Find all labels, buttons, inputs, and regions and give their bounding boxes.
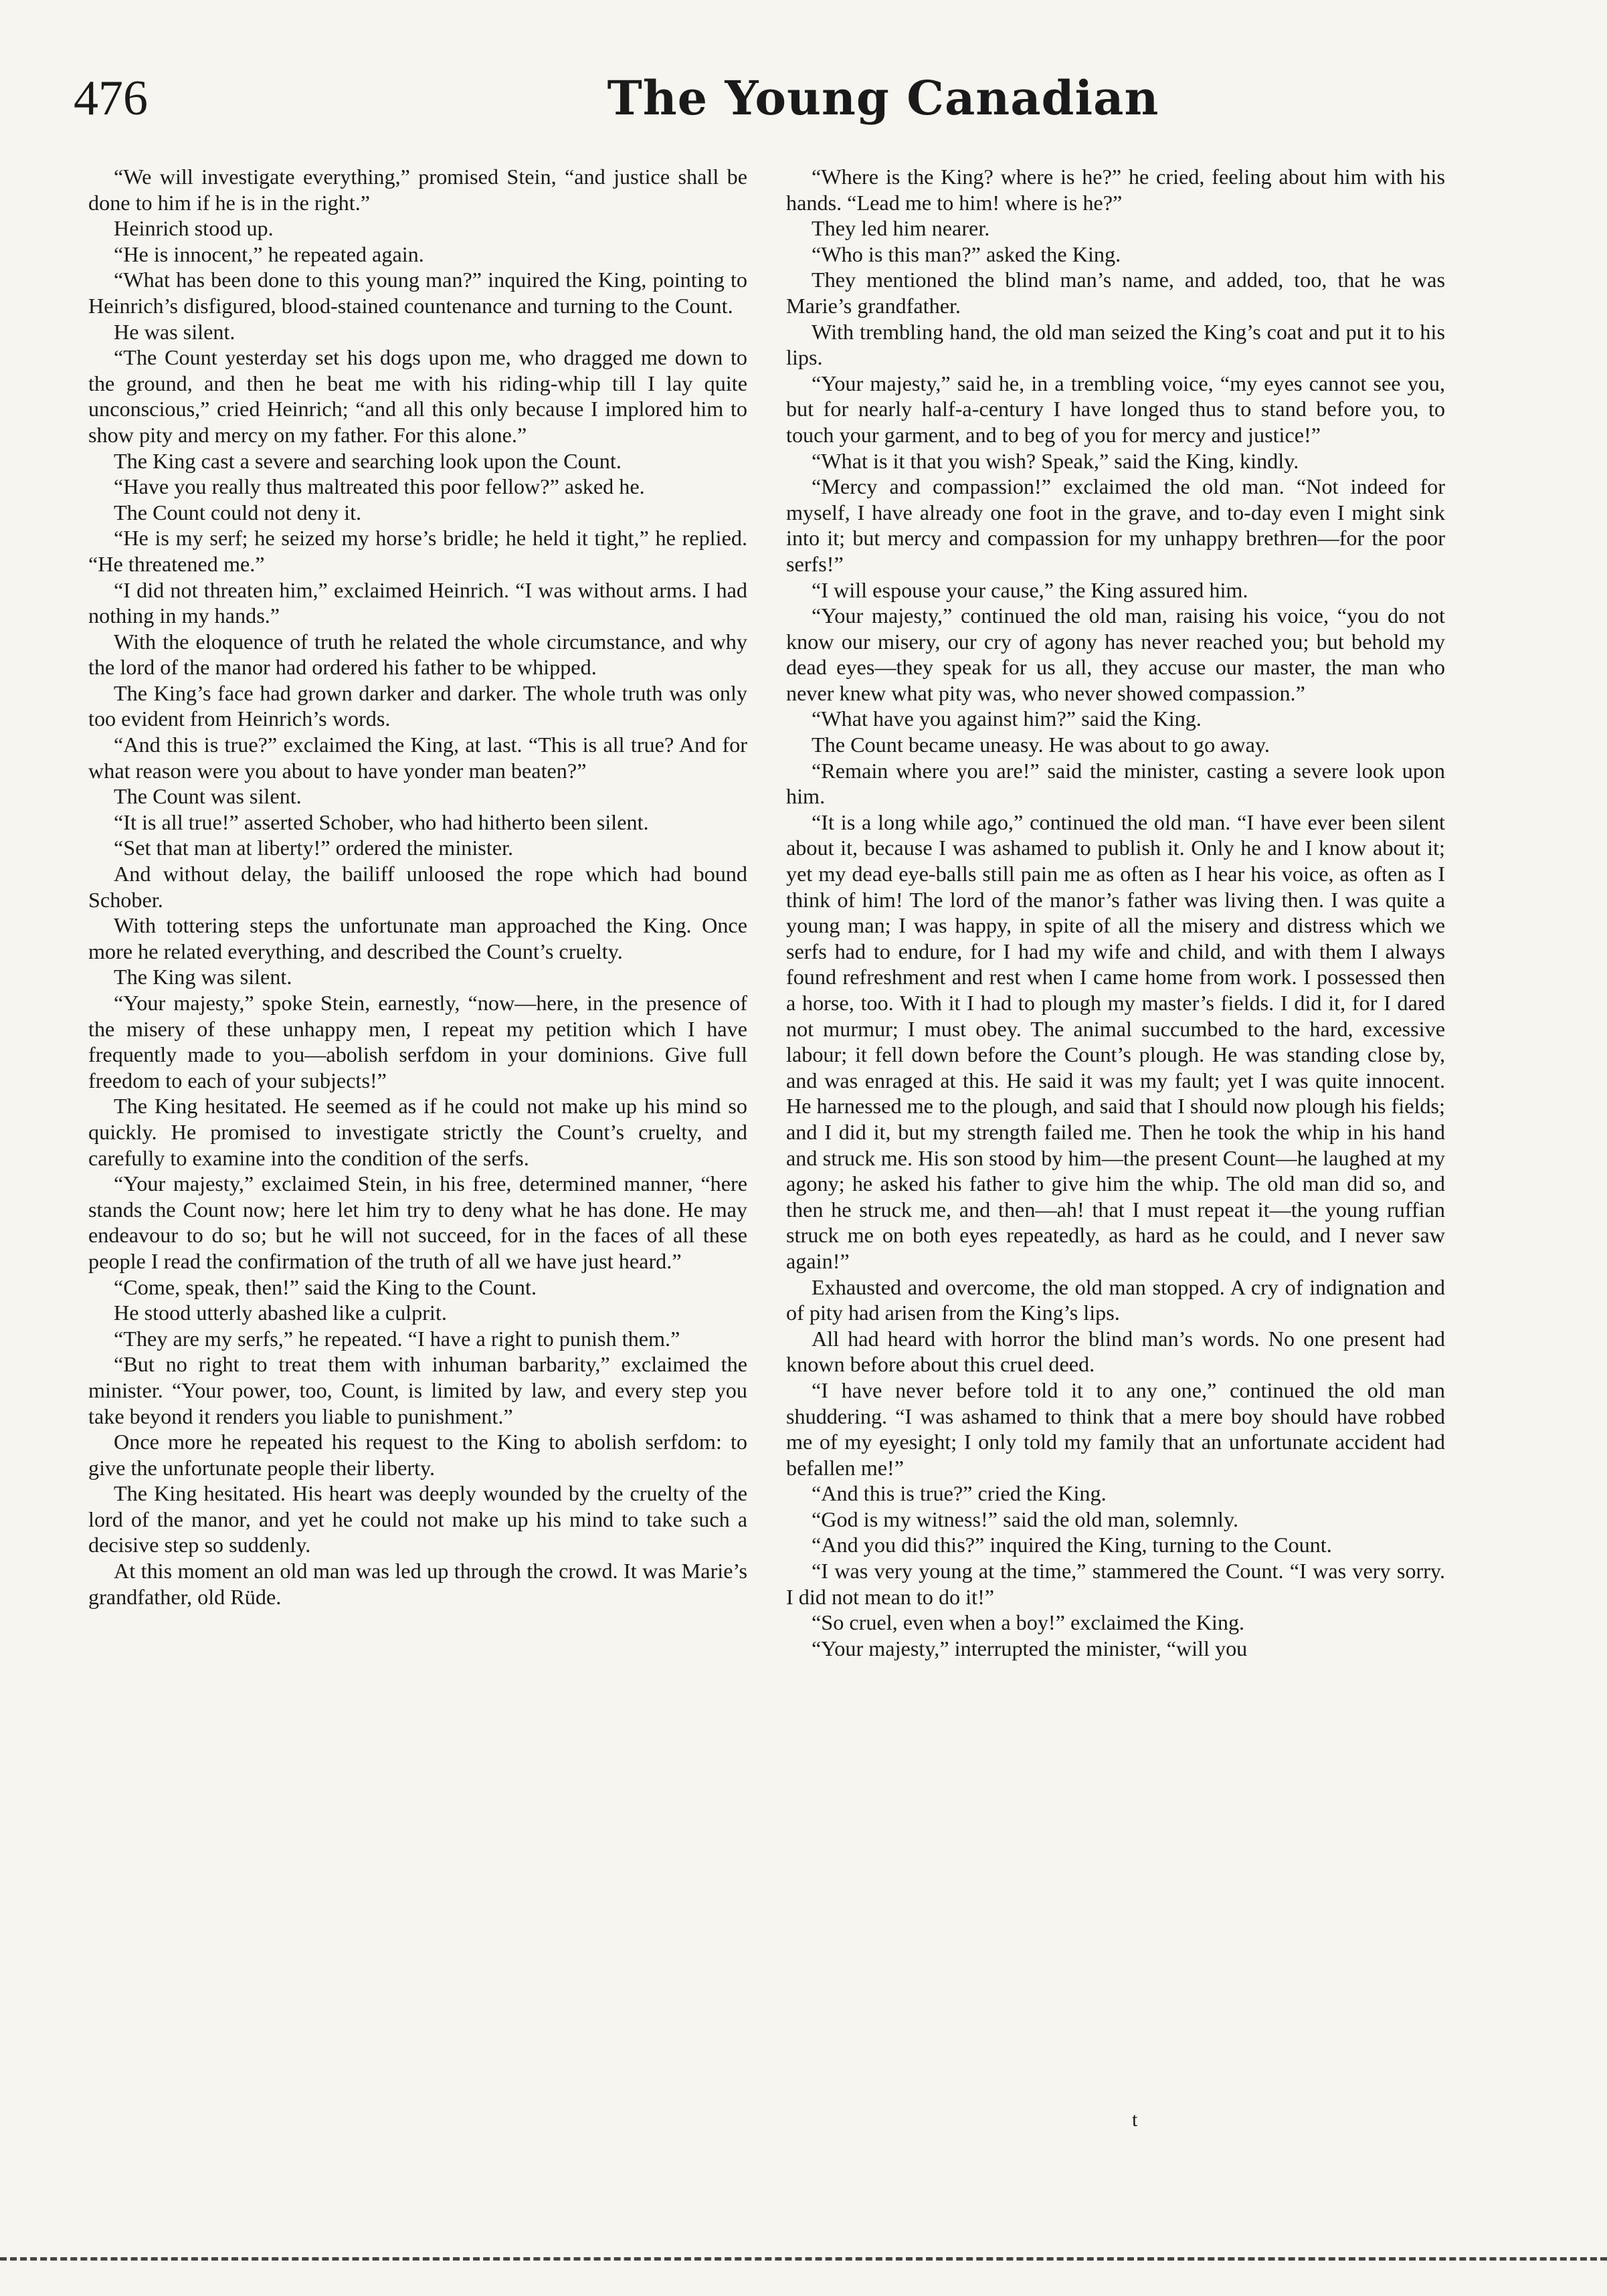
paragraph: “Come, speak, then!” said the King to the Count.	[114, 1274, 537, 1299]
bottom-rule	[0, 2257, 1607, 2261]
right-text-column	[786, 164, 1445, 1661]
paragraph: “And you did this?” inquired the King, turning to the Count.	[812, 1533, 1332, 1557]
paragraph: “God is my witness!” said the old man, solemnly.	[812, 1507, 1238, 1531]
paragraph: “Set that man at liberty!” ordered the minister.	[114, 836, 514, 860]
paragraph: The King was silent.	[114, 965, 292, 989]
paragraph: The King’s face had grown darker and darker. The whole truth was only too evident from Heinrich’s words.	[88, 680, 747, 731]
paragraph: The Count was silent.	[114, 784, 302, 809]
paragraph: All had heard with horror the blind man’s words. No one present had known before about this cruel deed.	[786, 1326, 1445, 1377]
paragraph: And without delay, the bailiff unloosed the rope which had bound Schober.	[88, 862, 747, 912]
paragraph: The King hesitated. His heart was deeply wounded by the cruelty of the lord of the manor, and yet he could not make up his mind to take such a decisive step so suddenly.	[88, 1481, 747, 1557]
paragraph: “It is a long while ago,” continued the old man. “I have ever been silent about it, because I was ashamed to publish it. Only he and I know about it; yet my dead eye-balls still pain me as often as I hear his voice, as often as I think of him! The lord of the manor’s father was living then. I was quite a young man; I was happy, in spite of all the misery and distress which we serfs had to endure, for I had my wife and child, and with them I always found refreshment and rest when I came home from work. I possessed then a horse, too. With it I had to plough my master’s fields. I did it, for I dared not murmur; I must obey. The animal succumbed to the hard, excessive labour; it fell down before the Count’s plough. He was standing close by, and was enraged at this. He said it was my fault; yet I was quite innocent. He harnessed me to the plough, and said that I should now plough his fields; and I did it, but my strength failed me. Then he took the whip in his hand and struck me. His son stood by him—the present Count—he laughed at my agony; he asked his father to give him the whip. The old man did so, and then he struck me, and then—ah! that I must repeat it—the young ruffian struck me on both eyes repeatedly, as hard as he could, and I never saw again!”	[786, 809, 1445, 1273]
paragraph: “He is innocent,” he repeated again.	[114, 242, 424, 266]
paragraph: “I did not threaten him,” exclaimed Heinrich. “I was without arms. I had nothing in my hands.”	[88, 577, 747, 628]
paragraph: “Your majesty,” interrupted the minister, “will you	[812, 1636, 1248, 1660]
paragraph: They mentioned the blind man’s name, and added, too, that he was Marie’s grandfather.	[786, 268, 1445, 318]
paragraph: He stood utterly abashed like a culprit.	[114, 1301, 447, 1325]
paragraph: “Mercy and compassion!” exclaimed the old man. “Not indeed for myself, I have already one foot in the grave, and to-day even I might sink into it; but mercy and compassion for my unhappy brethren—for the poor serfs!”	[786, 474, 1445, 576]
paragraph: “But no right to treat them with inhuman barbarity,” exclaimed the minister. “Your power, too, Count, is limited by law, and every step you take beyond it renders you liable to punishment.”	[88, 1352, 747, 1428]
paragraph: “They are my serfs,” he repeated. “I have a right to punish them.”	[114, 1326, 680, 1351]
paragraph: “Remain where you are!” said the minister, casting a severe look upon him.	[786, 758, 1445, 809]
paragraph: The King cast a severe and searching look upon the Count.	[114, 448, 622, 473]
paragraph: With the eloquence of truth he related the whole circumstance, and why the lord of the manor had ordered his father to be whipped.	[88, 629, 747, 680]
paragraph: “What have you against him?” said the King.	[812, 706, 1202, 731]
paragraph: With trembling hand, the old man seized the King’s coat and put it to his lips.	[786, 319, 1445, 370]
printer-mark: t	[1132, 2109, 1138, 2131]
paragraph: Heinrich stood up.	[114, 216, 274, 241]
paragraph: The Count could not deny it.	[114, 500, 362, 524]
paragraph: “I have never before told it to any one,” continued the old man shuddering. “I was ashamed to think that a mere boy should have robbed me of my eyesight; I only told my family that an unfortunate accident had befallen me!”	[786, 1377, 1445, 1480]
paragraph: With tottering steps the unfortunate man approached the King. Once more he related everything, and described the Count’s cruelty.	[88, 913, 747, 963]
paragraph: They led him nearer.	[812, 216, 990, 241]
paragraph: “So cruel, even when a boy!” exclaimed the King.	[812, 1610, 1245, 1635]
page-number: 476	[74, 71, 148, 126]
paragraph: At this moment an old man was led up through the crowd. It was Marie’s grandfather, old Rüde.	[88, 1559, 747, 1609]
paragraph: “Your majesty,” said he, in a trembling voice, “my eyes cannot see you, but for nearly half-a-century I have longed thus to stand before you, to touch your garment, and to beg of you for mercy and justice!”	[786, 371, 1445, 447]
paragraph: “We will investigate everything,” promised Stein, “and justice shall be done to him if he is in the right.”	[88, 165, 747, 215]
paragraph: “I was very young at the time,” stammered the Count. “I was very sorry. I did not mean to do it!”	[786, 1559, 1445, 1609]
paragraph: “He is my serf; he seized my horse’s bridle; he held it tight,” he replied. “He threatened me.”	[88, 526, 747, 576]
left-text-column	[88, 164, 747, 1610]
paragraph: “And this is true?” cried the King.	[812, 1481, 1107, 1506]
paragraph: “What has been done to this young man?” inquired the King, pointing to Heinrich’s disfigured, blood-stained countenance and turning to the Count.	[88, 268, 747, 318]
paragraph: He was silent.	[114, 319, 235, 344]
page-header	[74, 62, 1412, 142]
masthead-title: The Young Canadian	[607, 70, 1159, 126]
paragraph: “The Count yesterday set his dogs upon me, who dragged me down to the ground, and then he beat me with his riding-whip till I lay quite unconscious,” cried Heinrich; “and all this only because I implored him to show pity and mercy on my father. For this alone.”	[88, 345, 747, 447]
paragraph: “I will espouse your cause,” the King assured him.	[812, 577, 1248, 602]
paragraph: “What is it that you wish? Speak,” said the King, kindly.	[812, 448, 1299, 473]
paragraph: The Count became uneasy. He was about to go away.	[812, 733, 1270, 757]
paragraph: “Where is the King? where is he?” he cried, feeling about him with his hands. “Lead me to him! where is he?”	[786, 165, 1445, 215]
paragraph: “Your majesty,” spoke Stein, earnestly, “now—here, in the presence of the misery of these unhappy men, I repeat my petition which I have frequently made to you—abolish serfdom in your dominions. Give full freedom to each of your subjects!”	[88, 991, 747, 1092]
paragraph: Exhausted and overcome, the old man stopped. A cry of indignation and of pity had arisen from the King’s lips.	[786, 1274, 1445, 1325]
paragraph: “And this is true?” exclaimed the King, at last. “This is all true? And for what reason were you about to have yonder man beaten?”	[88, 733, 747, 783]
paragraph: “Your majesty,” continued the old man, raising his voice, “you do not know our misery, our cry of agony has never reached you; but behold my dead eyes—they speak for us all, they accuse our master, the man who never knew what pity was, who never showed compassion.”	[786, 603, 1445, 705]
paragraph: “Who is this man?” asked the King.	[812, 242, 1121, 266]
paragraph: “Your majesty,” exclaimed Stein, in his free, determined manner, “here stands the Count now; here let him try to deny what he has done. He may endeavour to do so; but he will not succeed, for in the faces of all these people I read the confirmation of the truth of all we have just heard.”	[88, 1171, 747, 1273]
paragraph: “Have you really thus maltreated this poor fellow?” asked he.	[114, 474, 645, 499]
paragraph: Once more he repeated his request to the King to abolish serfdom: to give the unfortunate people their liberty.	[88, 1430, 747, 1480]
paragraph: “It is all true!” asserted Schober, who had hitherto been silent.	[114, 809, 649, 834]
paragraph: The King hesitated. He seemed as if he could not make up his mind so quickly. He promised to investigate strictly the Count’s cruelty, and carefully to examine into the condition of the serfs.	[88, 1094, 747, 1170]
